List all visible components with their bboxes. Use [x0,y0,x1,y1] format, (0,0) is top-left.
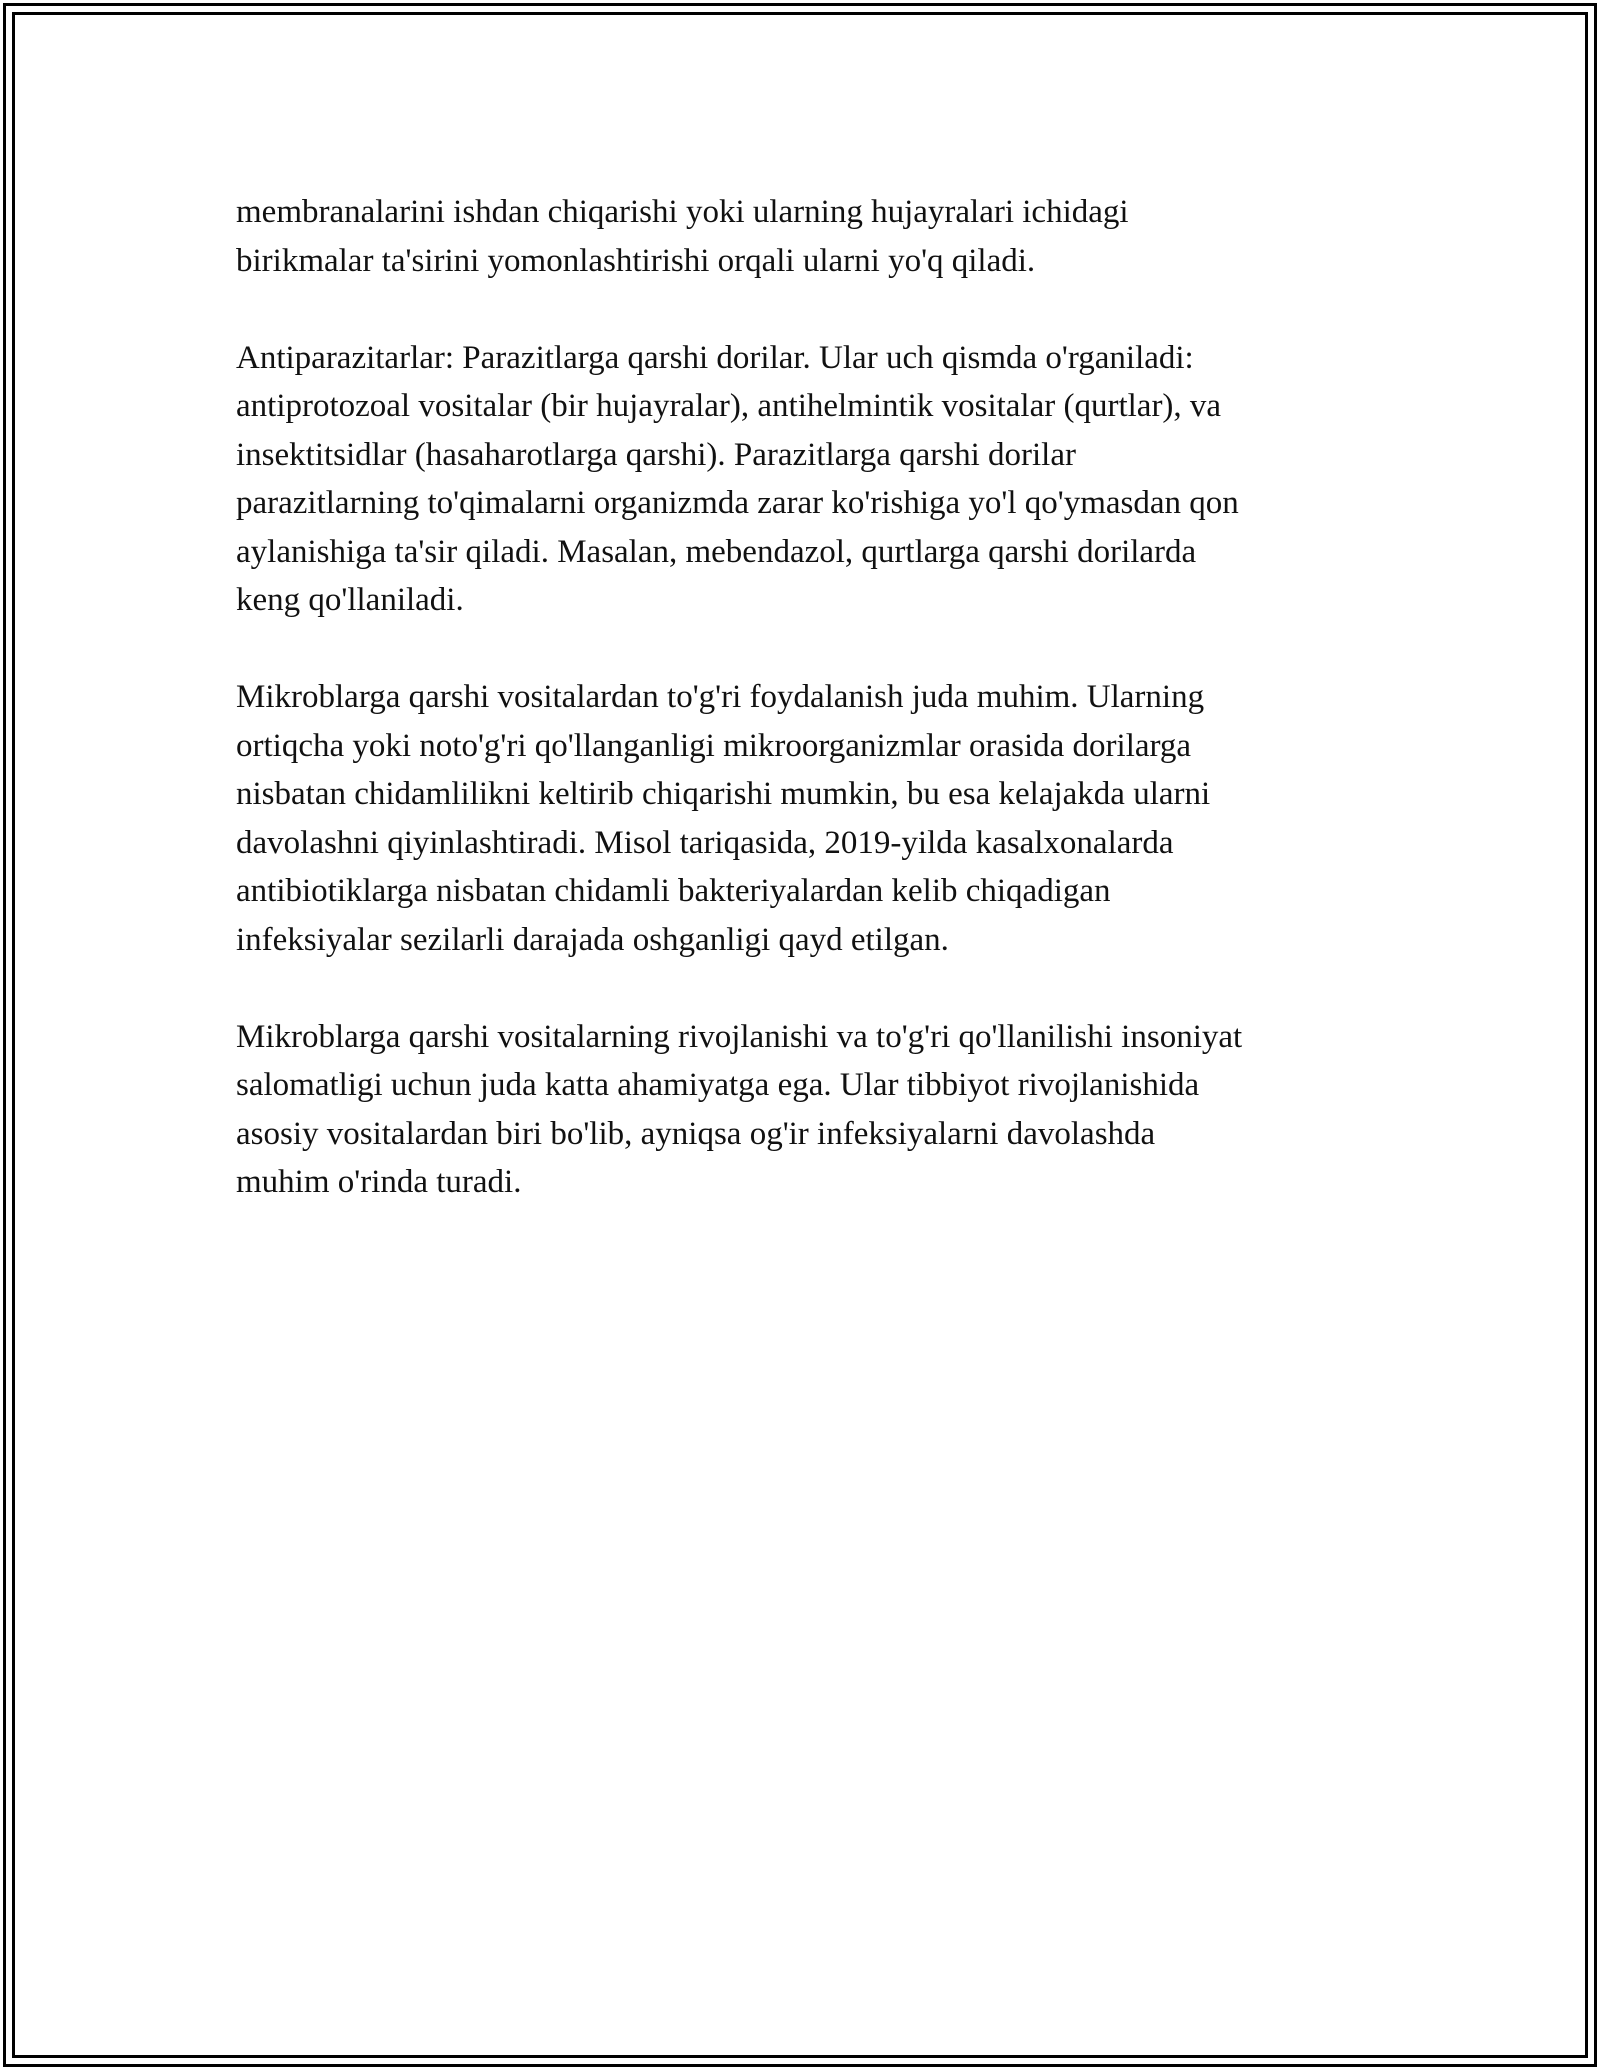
text-line: davolashni qiyinlashtiradi. Misol tariqasida, 2019-yilda kasalxonalarda [236,824,1174,861]
text-line: antiprotozoal vositalar (bir hujayralar), antihelmintik vositalar (qurtlar), va [236,388,1222,424]
text-line: infeksiyalar sezilarli darajada oshganligi qayd etilgan. [236,921,949,958]
text-line: Mikroblarga qarshi vositalardan to'g'ri foydalanish juda muhim. Ularning [236,679,1205,715]
text-line: birikmalar ta'sirini yomonlashtirishi orqali ularni yo'q qiladi. [236,242,1036,279]
text-line: antibiotiklarga nisbatan chidamli bakteriyalardan kelib chiqadigan [236,873,1111,909]
text-line: membranalarini ishdan chiqarishi yoki ularning hujayralari ichidagi [236,194,1129,230]
text-line: aylanishiga ta'sir qiladi. Masalan, mebendazol, qurtlarga qarshi dorilarda [236,533,1197,570]
paragraph-3 [236,673,1376,964]
text-line: salomatligi uchun juda katta ahamiyatga ega. Ular tibbiyot rivojlanishida [236,1067,1200,1103]
text-line: ortiqcha yoki noto'g'ri qo'llanganligi mikroorganizmlar orasida dorilarga [236,727,1192,764]
text-line: nisbatan chidamlilikni keltirib chiqarishi mumkin, bu esa kelajakda ularni [236,776,1211,812]
paragraph-4 [236,1013,1376,1207]
paragraph-2 [236,334,1376,625]
document-body [236,188,1376,1255]
text-line: Antiparazitarlar: Parazitlarga qarshi dorilar. Ular uch qismda o'rganiladi: [236,339,1194,376]
paragraph-1 [236,188,1376,285]
text-line: Mikroblarga qarshi vositalarning rivojlanishi va to'g'ri qo'llanilishi insoniyat [236,1018,1243,1055]
text-line: muhim o'rinda turadi. [236,1164,522,1200]
text-line: asosiy vositalardan biri bo'lib, ayniqsa og'ir infeksiyalarni davolashda [236,1115,1156,1152]
text-line: keng qo'llaniladi. [236,582,464,618]
text-line: insektitsidlar (hasaharotlarga qarshi). Parazitlarga qarshi dorilar [236,436,1076,473]
text-line: parazitlarning to'qimalarni organizmda zarar ko'rishiga yo'l qo'ymasdan qon [236,485,1239,521]
